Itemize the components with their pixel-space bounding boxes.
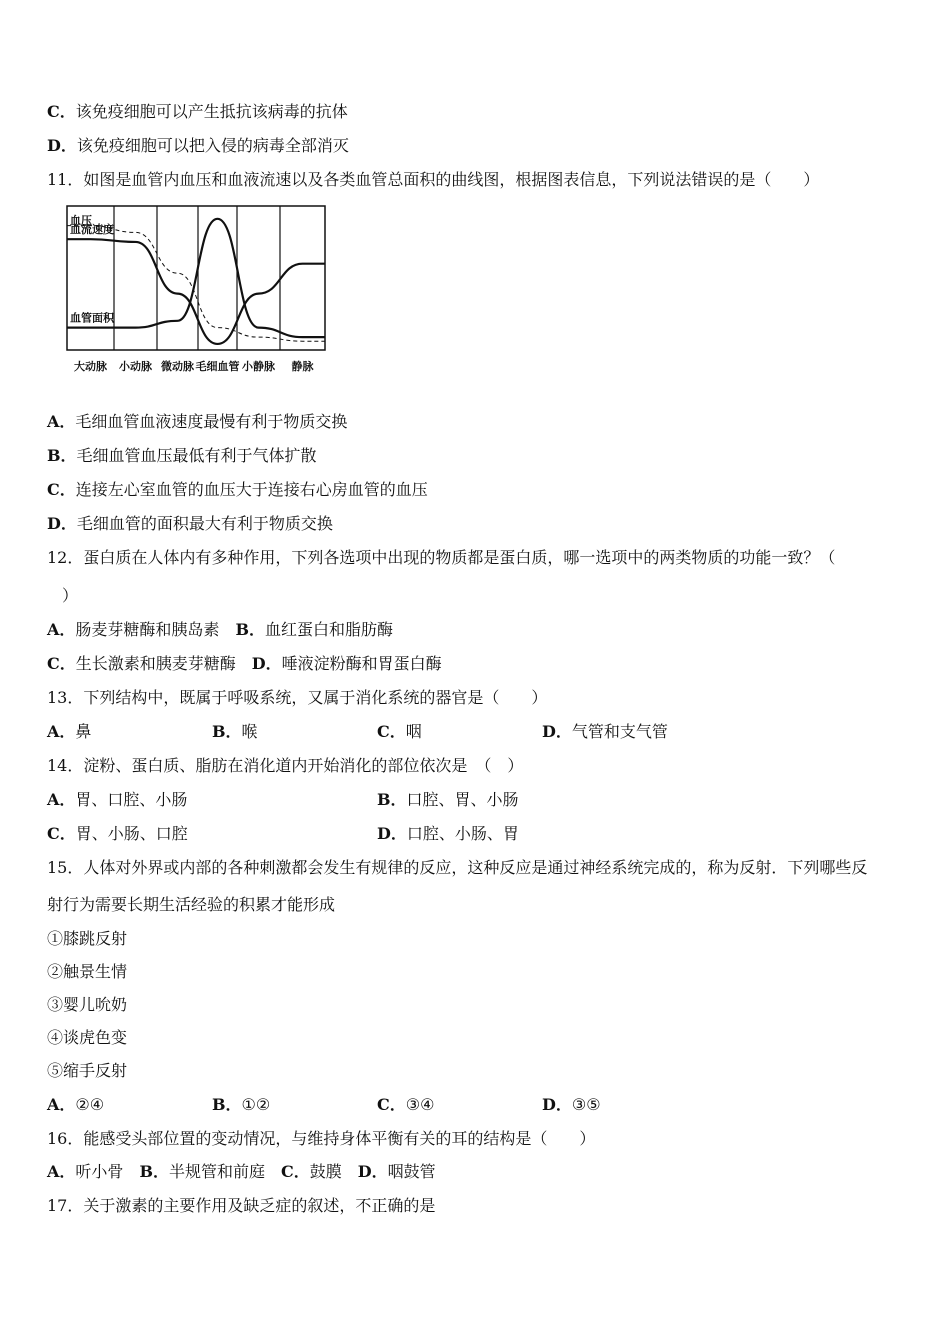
option-label: C． (47, 654, 76, 673)
option-label: B． (212, 1095, 242, 1114)
q17-stem: 17．关于激素的主要作用及缺乏症的叙述，不正确的是 (47, 1196, 436, 1215)
option-label: B． (235, 620, 265, 639)
option-text: 鼻 (75, 722, 92, 741)
option-text: 毛细血管血液速度最慢有利于物质交换 (75, 412, 348, 431)
option-text: 咽鼓管 (387, 1162, 436, 1181)
option-text: 胃、口腔、小肠 (75, 790, 188, 809)
chart-series (67, 219, 325, 344)
option-label: C． (377, 722, 406, 741)
option-label: D． (251, 654, 282, 673)
blood-vessel-chart (66, 204, 328, 380)
series-label: 血流速度 (70, 223, 114, 237)
option-text: ②④ (75, 1095, 105, 1114)
q16-options (47, 1162, 436, 1182)
option-text: 肠麦芽糖酶和胰岛素 (75, 620, 236, 639)
q13-option-c (377, 722, 422, 742)
q15-option-a (47, 1095, 104, 1115)
q13-option-d (542, 722, 668, 742)
option-label: C． (377, 1095, 406, 1114)
option-text: 连接左心室血管的血压大于连接右心房血管的血压 (75, 480, 428, 499)
q10-option-c (47, 102, 348, 122)
option-text: 喉 (241, 722, 258, 741)
option-label: A． (47, 1095, 76, 1114)
chart-category-labels (74, 359, 314, 373)
q11-option-b (47, 446, 317, 466)
q15-option-c (377, 1095, 434, 1115)
category-label: 小静脉 (242, 360, 275, 373)
option-text: 血红蛋白和脂肪酶 (264, 620, 393, 639)
option-label: C． (47, 824, 76, 843)
option-label: D． (47, 136, 77, 155)
option-label: D． (542, 1095, 572, 1114)
q14-option-c (47, 824, 188, 844)
option-label: B． (139, 1162, 169, 1181)
option-text: 咽 (405, 722, 422, 741)
series-label: 血管面积 (70, 311, 114, 325)
q15-item: ⑤缩手反射 (47, 1061, 128, 1080)
category-label: 静脉 (291, 360, 314, 373)
option-label: D． (377, 824, 407, 843)
category-label: 毛细血管 (195, 360, 240, 373)
option-text: ③⑤ (571, 1095, 601, 1114)
q13-option-b (212, 722, 258, 742)
option-text: 鼓膜 (309, 1162, 358, 1181)
option-text: 听小骨 (75, 1162, 140, 1181)
option-label: C． (280, 1162, 310, 1181)
option-text: ③④ (405, 1095, 435, 1114)
q15-item: ③婴儿吮奶 (47, 995, 128, 1014)
option-label: A． (47, 790, 76, 809)
option-label: D． (47, 514, 77, 533)
q15-stem-cont: 射行为需要长期生活经验的积累才能形成 (47, 895, 336, 914)
q13-option-a (47, 722, 91, 742)
option-text: 唾液淀粉酶和胃蛋白酶 (281, 654, 442, 673)
series-label: 血压 (70, 214, 92, 227)
option-label: B． (212, 722, 242, 741)
q14-option-a (47, 790, 187, 810)
option-label: B． (47, 446, 77, 465)
option-text: 口腔、小肠、胃 (406, 824, 519, 843)
option-label: D． (542, 722, 572, 741)
q11-option-a (47, 412, 347, 432)
option-label: A． (47, 722, 76, 741)
q16-stem: 16．能感受头部位置的变动情况，与维持身体平衡有关的耳的结构是（ ） (47, 1129, 596, 1148)
option-text: 口腔、胃、小肠 (406, 790, 519, 809)
option-text: 该免疫细胞可以把入侵的病毒全部消灭 (76, 136, 349, 155)
chart-series-labels (70, 213, 115, 325)
q15-item: ④谈虎色变 (47, 1028, 128, 1047)
option-text: 胃、小肠、口腔 (75, 824, 188, 843)
q11-option-d (47, 514, 333, 534)
option-label: C． (47, 480, 76, 499)
q13-stem: 13．下列结构中，既属于呼吸系统，又属于消化系统的器官是（ ） (47, 688, 548, 707)
option-text: 生长激素和胰麦芽糖酶 (75, 654, 252, 673)
category-label: 小动脉 (119, 360, 152, 373)
q12-stem-cont: ） (62, 586, 79, 605)
q15-option-d (542, 1095, 601, 1115)
option-label: D． (357, 1162, 388, 1181)
q12-options-ab (47, 620, 393, 640)
q15-item: ①膝跳反射 (47, 929, 128, 948)
option-text: 毛细血管血压最低有利于气体扩散 (76, 446, 317, 465)
q14-option-d (377, 824, 519, 844)
q11-option-c (47, 480, 428, 500)
category-label: 大动脉 (74, 360, 107, 373)
option-text: 半规管和前庭 (168, 1162, 281, 1181)
option-label: B． (377, 790, 407, 809)
q15-item: ②触景生情 (47, 962, 128, 981)
option-text: 该免疫细胞可以产生抵抗该病毒的抗体 (75, 102, 348, 121)
q15-stem: 15．人体对外界或内部的各种刺激都会发生有规律的反应，这种反应是通过神经系统完成的，称为反射．下列哪些反 (47, 858, 868, 877)
option-label: C． (47, 102, 76, 121)
q12-options-cd (47, 654, 442, 674)
category-label: 微动脉 (161, 360, 194, 373)
q15-option-b (212, 1095, 270, 1115)
q12-stem: 12．蛋白质在人体内有多种作用，下列各选项中出现的物质都是蛋白质，哪一选项中的两类物质的功能一致？（ (47, 548, 836, 567)
q14-stem: 14．淀粉、蛋白质、脂肪在消化道内开始消化的部位依次是 （ ） (47, 756, 524, 775)
option-label: A． (47, 412, 76, 431)
q10-option-d (47, 136, 349, 156)
q11-stem: 11．如图是血管内血压和血液流速以及各类血管总面积的曲线图，根据图表信息，下列说法错误的是（ ） (47, 170, 820, 189)
option-text: ①② (241, 1095, 271, 1114)
option-text: 气管和支气管 (571, 722, 668, 741)
q14-option-b (377, 790, 519, 810)
option-label: A． (47, 620, 76, 639)
option-label: A． (47, 1162, 76, 1181)
option-text: 毛细血管的面积最大有利于物质交换 (76, 514, 333, 533)
